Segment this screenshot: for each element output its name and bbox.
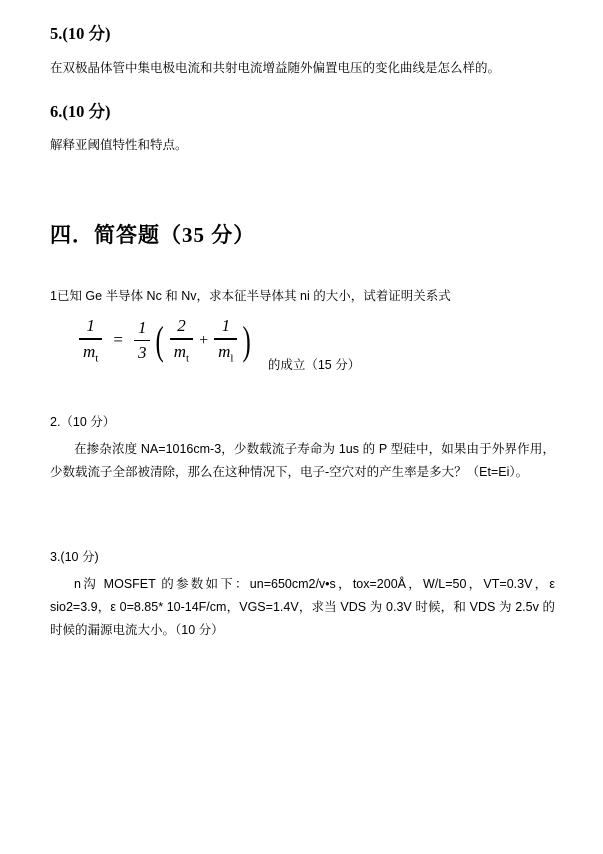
formula-term1-numerator: 2 xyxy=(177,316,186,336)
section-item-2-label: 2.（10 分） xyxy=(50,414,116,429)
spacer xyxy=(50,484,555,524)
formula-coef-numerator: 1 xyxy=(137,318,147,338)
spacer xyxy=(50,371,555,411)
formula-equals-sign: = xyxy=(113,329,123,349)
formula-left-paren: ( xyxy=(155,317,165,363)
section-item-2-body: 在掺杂浓度 NA=1016cm-3，少数载流子寿命为 1us 的 P 型硅中，如果由于外界作用，少数载流子全部被清除，那么在这种情况下，电子-空穴对的产生率是多大？（Et=Ei）。 xyxy=(50,441,555,479)
section-title: 四．简答题（35 分） xyxy=(50,223,256,248)
fraction-bar xyxy=(79,338,102,340)
formula-term1-denominator: $m_t$ xyxy=(173,341,190,364)
question-5-body: 在双极晶体管中集电极电流和共射电流增益随外偏置电压的变化曲线是怎么样的。 xyxy=(50,60,501,75)
document-content xyxy=(50,24,555,642)
formula-coef-denominator: 3 xyxy=(137,343,147,363)
formula-lhs-fraction xyxy=(79,316,102,364)
formula-term1-fraction xyxy=(170,316,193,364)
formula-lhs-denominator: $m_t$ xyxy=(83,341,99,364)
section-item-3-body: n沟 MOSFET 的参数如下：un=650cm2/v•s，tox=200Å，W/L=50，VT=0.3V，ε sio2=3.9，ε 0=8.85* 10-14F/cm，VGS=1.4V，求当 VDS 为 0.3V 时候，和 VDS 为 2.5v 的时候的漏源电流大小。（10 分） xyxy=(50,577,555,638)
spacer xyxy=(50,524,555,546)
formula-plus-sign: + xyxy=(199,331,209,349)
formula-right-paren: ) xyxy=(243,317,252,363)
spacer xyxy=(50,275,555,285)
section-item-3-label: 3.(10 分) xyxy=(50,549,99,564)
fraction-bar xyxy=(170,338,193,340)
question-6-body: 解释亚阈值特性和特点。 xyxy=(50,138,188,153)
formula-lhs-numerator: 1 xyxy=(86,316,95,336)
formula-term2-numerator: 1 xyxy=(221,316,231,336)
formula-coefficient-fraction xyxy=(134,318,151,363)
formula-term2-denominator: $m_l$ xyxy=(218,341,234,364)
question-5-heading: 5.(10 分) xyxy=(50,24,111,43)
fraction-bar xyxy=(134,340,151,342)
formula-tail-text: 的成立（15 分） xyxy=(267,357,361,372)
spacer xyxy=(50,179,555,219)
formula-expression xyxy=(76,316,254,364)
question-6-heading: 6.(10 分) xyxy=(50,101,111,121)
formula-term2-fraction xyxy=(214,316,237,364)
fraction-bar xyxy=(214,338,237,340)
section-item-1-label: 1已知 Ge 半导体 Nc 和 Nv，求本征半导体其 ni 的大小，试着证明关系式 xyxy=(50,289,451,304)
formula-effective-mass xyxy=(50,316,555,372)
